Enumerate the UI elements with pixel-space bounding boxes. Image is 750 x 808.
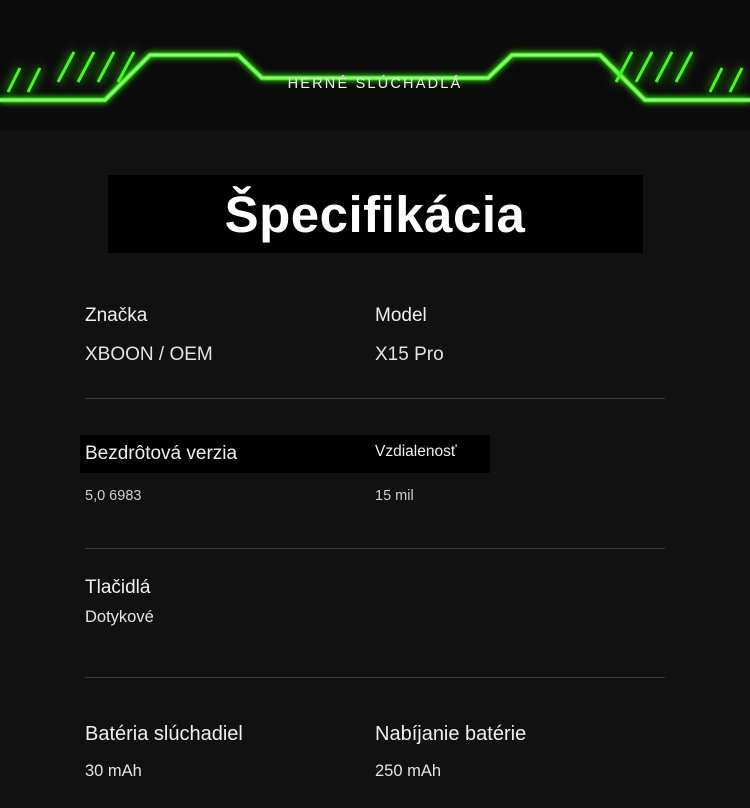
spec-row-battery: [85, 720, 665, 783]
banner-title: HERNÉ SLÚCHADLÁ: [287, 76, 463, 92]
spec-table: [85, 253, 665, 783]
spec-label: Batéria slúchadiel: [85, 722, 243, 745]
spec-value: X15 Pro: [375, 343, 444, 365]
page-title: Špecifikácia: [224, 185, 526, 243]
spec-value: Dotykové: [85, 607, 154, 626]
spec-label: Nabíjanie batérie: [375, 722, 527, 745]
top-banner: [0, 0, 750, 130]
spec-row-buttons: [85, 575, 665, 629]
spec-value: 250 mAh: [375, 761, 442, 780]
spec-label: Vzdialenosť: [375, 443, 457, 461]
banner-graphic: [0, 0, 750, 130]
spec-value: 5,0 6983: [85, 487, 142, 504]
spec-label: Bezdrôtová verzia: [85, 443, 238, 465]
spec-row-brand: [85, 303, 665, 368]
spec-label: Tlačidlá: [85, 577, 151, 599]
spec-row-wireless: [85, 441, 665, 506]
spec-sheet: [0, 130, 750, 808]
spec-label: Model: [375, 305, 427, 326]
spec-value: 30 mAh: [85, 761, 142, 780]
spec-value: XBOON / OEM: [85, 343, 213, 365]
page-title-band: [108, 175, 643, 253]
spec-value: 15 mil: [375, 487, 414, 504]
spec-label: Značka: [85, 305, 148, 326]
